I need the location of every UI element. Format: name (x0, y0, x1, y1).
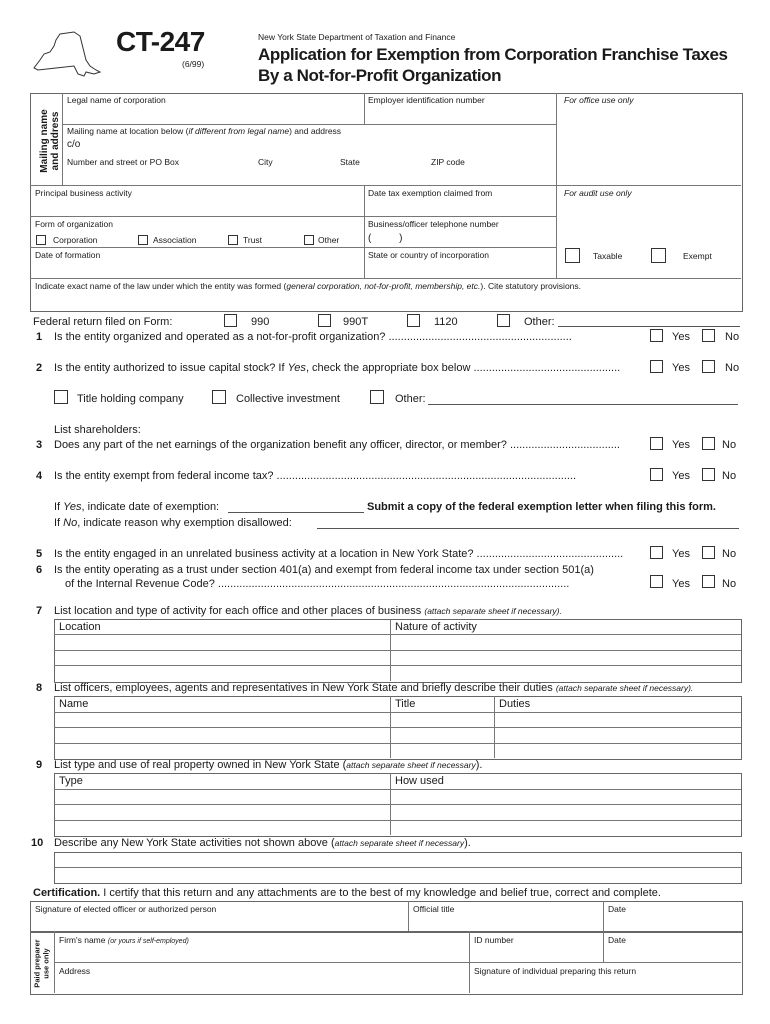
q7-number: 7 (36, 605, 43, 617)
q4-text: Is the entity exempt from federal income tax? .................................................................................................. (54, 470, 577, 482)
q9-col-type: Type (59, 775, 83, 787)
q4-yes-label: Yes (672, 470, 690, 482)
form-990t-checkbox[interactable] (318, 314, 331, 327)
q5-number: 5 (36, 548, 43, 560)
street-label: Number and street or PO Box (67, 157, 179, 167)
q3-number: 3 (36, 439, 43, 451)
officer-signature-label: Signature of elected officer or authorized person (35, 904, 217, 914)
q3-yes-checkbox[interactable] (650, 437, 663, 450)
certification-text (33, 887, 661, 899)
firm-name-label (59, 935, 189, 945)
state-label: State (340, 157, 360, 167)
q2-other-label: Other: (395, 393, 426, 405)
mailing-label-italic: if different from legal name (188, 126, 290, 136)
address-field[interactable] (63, 167, 555, 184)
state-incorp-field[interactable] (365, 260, 555, 277)
q1-no-label: No (725, 331, 740, 343)
phone-field[interactable]: ( ) (368, 233, 403, 244)
phone-label: Business/officer telephone number (368, 219, 499, 229)
form-number: CT-247 (116, 26, 205, 57)
q1-no-checkbox[interactable] (702, 329, 715, 342)
q6-number: 6 (36, 564, 43, 576)
q7-text (54, 605, 562, 617)
q6-text-line1: Is the entity operating as a trust under section 401(a) and exempt from federal income tax under section 501(a) (54, 564, 594, 576)
q9-number: 9 (36, 759, 43, 771)
form-990-label: 990 (251, 316, 270, 328)
submit-letter-note: Submit a copy of the federal exemption letter when filing this form. (367, 501, 716, 513)
preparer-signature-label: Signature of individual preparing this return (474, 966, 637, 976)
disallowed-part3: , indicate reason why exemption disallowed: (77, 517, 292, 529)
q4-yes-checkbox[interactable] (650, 468, 663, 481)
form-of-org-label: Form of organization (35, 219, 113, 229)
q10-text (54, 837, 471, 849)
new-york-state-map-icon (30, 30, 102, 82)
law-label-part1: Indicate exact name of the law under which the entity was formed ( (35, 281, 287, 291)
form-other-label: Other: (524, 316, 555, 328)
preparer-id-label: ID number (474, 935, 514, 945)
q1-yes-checkbox[interactable] (650, 329, 663, 342)
q5-yes-checkbox[interactable] (650, 546, 663, 559)
q7-table-entry[interactable] (55, 635, 740, 680)
trust-label: Trust (243, 235, 263, 245)
other-org-checkbox[interactable] (304, 235, 314, 245)
firm-name-text: Firm's name (59, 935, 106, 945)
q8-col-title: Title (395, 698, 416, 710)
mailing-name-field[interactable] (85, 137, 555, 153)
exemption-date-part1: If (54, 501, 64, 513)
q9-text (54, 759, 482, 771)
q2-other-line[interactable] (428, 404, 738, 405)
q10-text-note: attach separate sheet if necessary (334, 838, 465, 848)
collective-investment-checkbox[interactable] (212, 390, 226, 404)
q5-yes-label: Yes (672, 548, 690, 560)
title-holding-label: Title holding company (77, 393, 184, 405)
q10-text-main: Describe any New York State activities not shown above ( (54, 837, 335, 849)
certification-date-label: Date (608, 904, 626, 914)
q8-text (54, 682, 693, 694)
firm-name-field[interactable] (55, 945, 468, 961)
collective-investment-label: Collective investment (236, 393, 340, 405)
corporation-checkbox[interactable] (36, 235, 46, 245)
preparer-address-label: Address (59, 966, 91, 976)
date-claimed-field[interactable] (365, 198, 555, 215)
form-title-line1: Application for Exemption from Corporation Franchise Taxes (258, 45, 728, 64)
q6-text-line2: of the Internal Revenue Code? ................................................................................................................... (65, 578, 570, 590)
firm-name-note: (or yours if self-employed) (107, 938, 189, 945)
form-990-checkbox[interactable] (224, 314, 237, 327)
exemption-date-label (54, 501, 219, 513)
form-990t-label: 990T (343, 316, 369, 328)
disallowed-part1: If (54, 517, 64, 529)
q10-text-end: ). (464, 837, 471, 849)
association-label: Association (153, 235, 197, 245)
official-title-field[interactable] (409, 914, 602, 930)
q6-yes-checkbox[interactable] (650, 575, 663, 588)
exempt-checkbox[interactable] (651, 248, 666, 263)
q3-no-checkbox[interactable] (702, 437, 715, 450)
preparer-address-field[interactable] (55, 976, 468, 992)
form-other-checkbox[interactable] (497, 314, 510, 327)
mailing-side-label (39, 106, 61, 176)
list-shareholders-label: List shareholders: (54, 424, 141, 436)
q7-col-location: Location (59, 621, 101, 633)
q2-text (54, 362, 646, 374)
preparer-date-label: Date (608, 935, 626, 945)
audit-use-label: For audit use only (564, 188, 632, 198)
q9-text-note: attach separate sheet if necessary (346, 760, 476, 770)
exempt-label: Exempt (683, 251, 712, 261)
q9-col-how-used: How used (395, 775, 444, 787)
officer-signature-field[interactable] (31, 914, 407, 930)
law-label-italic: general corporation, not-for-profit, membership, etc. (286, 281, 481, 291)
agency-name: New York State Department of Taxation and Finance (258, 32, 456, 42)
taxable-label: Taxable (593, 251, 623, 261)
q9-table-entry[interactable] (55, 790, 740, 834)
law-label (35, 281, 581, 291)
federal-return-label: Federal return filed on Form: (33, 316, 173, 328)
q3-text: Does any part of the net earnings of the organization benefit any officer, director, or member? .................................... (54, 439, 620, 451)
q2-text-yes: Yes (287, 362, 306, 374)
q2-text-part3: , check the appropriate box below ................................................ (305, 362, 621, 374)
q4-number: 4 (36, 470, 43, 482)
principal-activity-field[interactable] (31, 198, 363, 215)
form-other-line[interactable] (558, 326, 740, 327)
q8-text-main: List officers, employees, agents and representatives in New York State and briefly describe their duties (54, 682, 553, 694)
other-org-label: Other (318, 235, 340, 245)
exemption-date-line[interactable] (228, 512, 364, 513)
q4-no-checkbox[interactable] (702, 468, 715, 481)
care-of-label: c/o (67, 139, 81, 150)
zip-label: ZIP code (431, 157, 465, 167)
q10-number: 10 (31, 837, 44, 849)
q2-no-label: No (725, 362, 740, 374)
q8-number: 8 (36, 682, 43, 694)
q10-box[interactable] (54, 852, 742, 884)
preparer-side-line1: Paid preparer (32, 939, 42, 988)
q6-yes-label: Yes (672, 578, 690, 590)
q8-text-note: (attach separate sheet if necessary). (555, 683, 694, 693)
certification-label: Certification. (33, 887, 101, 899)
q7-text-main: List location and type of activity for each office and other places of business (54, 605, 422, 617)
preparer-side-line2: use only (41, 948, 50, 979)
disallowed-reason-line[interactable] (317, 528, 739, 529)
preparer-date-field[interactable] (604, 945, 740, 961)
certification-statement: I certify that this return and any attachments are to the best of my knowledge and belief true, correct and complete. (100, 887, 661, 899)
preparer-side-label (34, 929, 51, 999)
q9-text-main: List type and use of real property owned in New York State ( (54, 759, 347, 771)
q3-no-label: No (722, 439, 737, 451)
q3-yes-label: Yes (672, 439, 690, 451)
date-formation-label: Date of formation (35, 250, 101, 260)
q5-no-checkbox[interactable] (702, 546, 715, 559)
disallowed-reason-label (54, 517, 292, 529)
principal-activity-label: Principal business activity (35, 188, 132, 198)
preparer-id-field[interactable] (470, 945, 602, 961)
q1-number: 1 (36, 331, 43, 343)
law-label-part3: ). Cite statutory provisions. (480, 281, 582, 291)
form-1120-checkbox[interactable] (407, 314, 420, 327)
mailing-name-label (67, 126, 341, 136)
office-use-label: For office use only (564, 95, 634, 105)
mailing-label-part1: Mailing name at location below ( (67, 126, 189, 136)
form-1120-label: 1120 (434, 316, 458, 328)
disallowed-no: No (63, 517, 78, 529)
form-revision: (6/99) (182, 59, 205, 69)
date-claimed-label: Date tax exemption claimed from (368, 188, 493, 198)
q9-text-end: ). (475, 759, 483, 771)
q8-table-entry[interactable] (55, 713, 740, 757)
q7-text-note: (attach separate sheet if necessary). (424, 606, 562, 616)
q2-yes-label: Yes (672, 362, 690, 374)
q5-no-label: No (722, 548, 737, 560)
taxable-checkbox[interactable] (565, 248, 580, 263)
ein-label: Employer identification number (368, 95, 485, 105)
official-title-label: Official title (413, 904, 455, 914)
q2-number: 2 (36, 362, 43, 374)
q6-no-label: No (722, 578, 737, 590)
mailing-label-part3: ) and address (289, 126, 342, 136)
trust-checkbox[interactable] (228, 235, 238, 245)
q1-yes-label: Yes (672, 331, 690, 343)
preparer-signature-field[interactable] (470, 976, 740, 992)
association-checkbox[interactable] (138, 235, 148, 245)
q4-no-label: No (722, 470, 737, 482)
form-title-line2: By a Not-for-Profit Organization (258, 66, 502, 85)
legal-name-field[interactable] (63, 106, 363, 124)
q2-text-part1: Is the entity authorized to issue capital stock? If (54, 362, 288, 374)
date-formation-field[interactable] (31, 260, 363, 277)
q8-col-name: Name (59, 698, 89, 710)
legal-name-label: Legal name of corporation (67, 95, 166, 105)
exemption-date-part3: , indicate date of exemption: (81, 501, 220, 513)
q6-no-checkbox[interactable] (702, 575, 715, 588)
city-label: City (258, 157, 273, 167)
exemption-date-yes: Yes (63, 501, 82, 513)
corporation-label: Corporation (53, 235, 98, 245)
certification-date-field[interactable] (604, 914, 740, 930)
state-incorp-label: State or country of incorporation (368, 250, 489, 260)
q2-other-checkbox[interactable] (370, 390, 384, 404)
side-label-line1: Mailing name (39, 109, 50, 173)
ein-field[interactable] (365, 106, 555, 124)
q8-col-duties: Duties (499, 698, 531, 710)
law-field[interactable] (31, 292, 739, 309)
q5-text: Is the entity engaged in an unrelated business activity at a location in New York State? ................................................ (54, 548, 624, 560)
side-label-line2: and address (50, 111, 61, 171)
title-holding-checkbox[interactable] (54, 390, 68, 404)
q2-yes-checkbox[interactable] (650, 360, 663, 373)
q2-no-checkbox[interactable] (702, 360, 715, 373)
q7-col-activity: Nature of activity (395, 621, 477, 633)
q1-text: Is the entity organized and operated as a not-for-profit organization? ............................................................ (54, 331, 572, 343)
